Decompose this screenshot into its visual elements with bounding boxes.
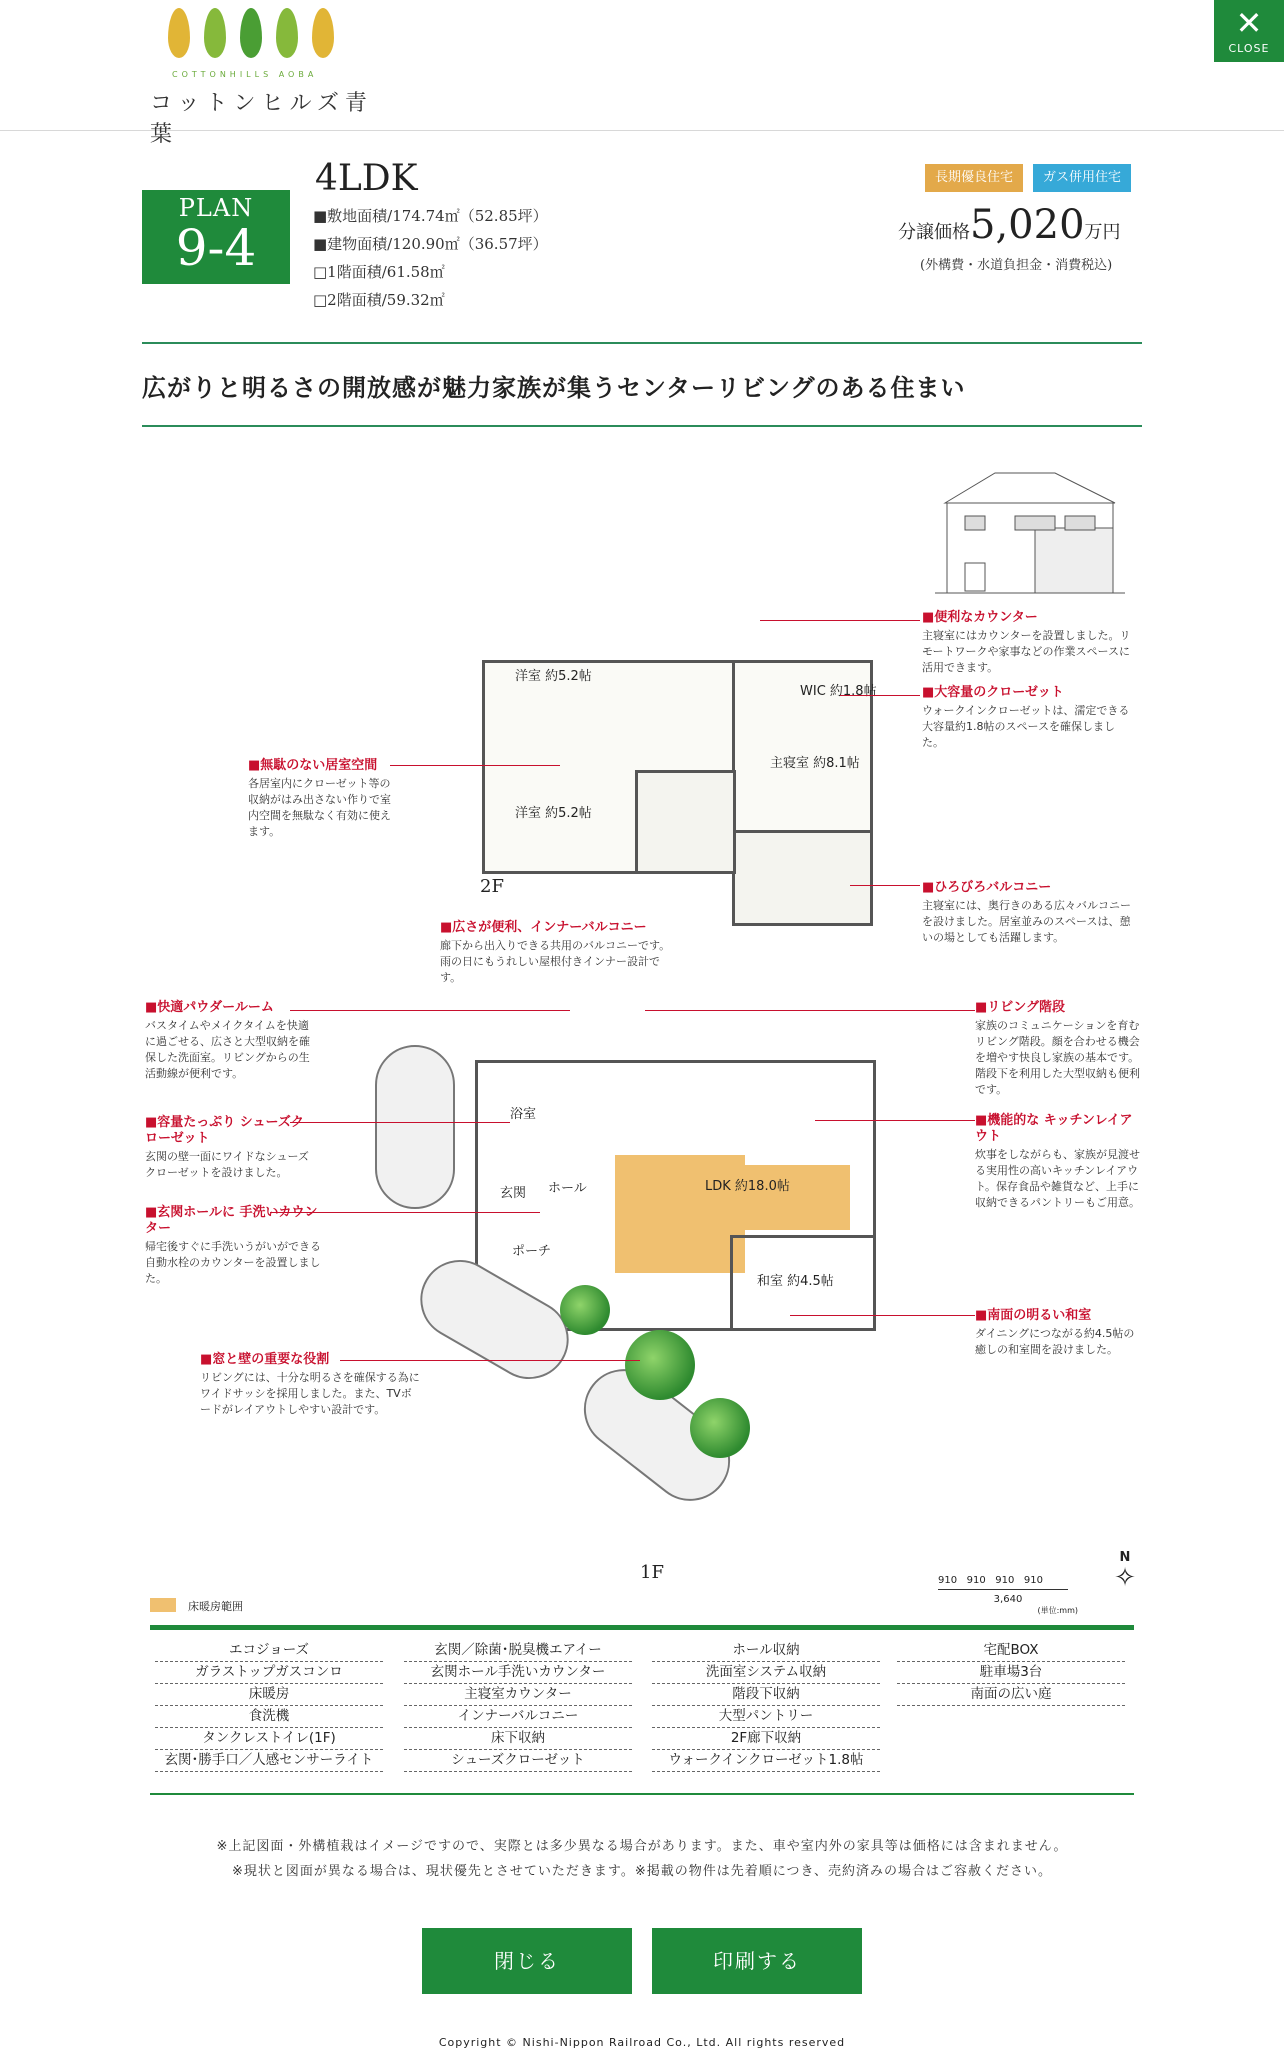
note-kitchen: ■機能的な キッチンレイアウト 炊事をしながらも、家族が見渡せる実用性の高いキッチンレイアウト。保存食品や雑貨など、上手に収納できるパントリーもご用意。 xyxy=(975,1113,1140,1209)
logo-subtitle: COTTONHILLS AOBA xyxy=(172,70,318,79)
feature-item: ウォークインクローゼット1.8帖 xyxy=(652,1750,880,1772)
site-header xyxy=(0,0,1284,147)
north-arrow-icon: N ✧ xyxy=(1114,1550,1136,1593)
feature-item: 南面の広い庭 xyxy=(897,1684,1125,1706)
room-western2: 洋室 約5.2帖 xyxy=(515,806,592,821)
price-prefix: 分譲価格 xyxy=(898,222,970,243)
spec-floor1-area: □1階面積/61.58㎡ xyxy=(313,263,445,281)
tag-gas-combined: ガス併用住宅 xyxy=(1033,164,1131,192)
note-closet: ■大容量のクローゼット ウォークインクローゼットは、濡定できる大容量約1.8帖のスペースを確保しました。 xyxy=(922,685,1130,749)
tree-image xyxy=(690,1398,750,1458)
room-ldk: LDK 約18.0帖 xyxy=(705,1179,790,1194)
room-entrance: 玄関 xyxy=(500,1186,527,1201)
floor-plan-image xyxy=(0,440,1284,1620)
room-western1: 洋室 約5.2帖 xyxy=(515,669,592,684)
floor-heating-legend: 床暖房範囲 xyxy=(188,1600,243,1613)
feature-item: タンクレストイレ(1F) xyxy=(155,1728,383,1750)
note-living-stairs: ■リビング階段 家族のコミュニケーションを育むリビング階段。顔を合わせる機会を増やす快良し家族の基本です。階段下を利用した大型収納も便利です。 xyxy=(975,1000,1140,1096)
feature-item: 駐車場3台 xyxy=(897,1662,1125,1684)
features-col-2 xyxy=(404,1640,632,1772)
feature-item: シューズクローゼット xyxy=(404,1750,632,1772)
price-unit: 万円 xyxy=(1084,222,1121,243)
plan-badge xyxy=(142,190,290,284)
room-wic: WIC 約1.8帖 xyxy=(800,684,877,699)
close-button-bottom[interactable]: 閉じる xyxy=(422,1928,632,1994)
note-inner-balcony: ■広さが便利、インナーバルコニー 廊下から出入りできる共用のバルコニーです。雨の日にもうれしい屋根付きインナー設計です。 xyxy=(440,920,671,984)
tag-long-term-quality: 長期優良住宅 xyxy=(925,164,1023,192)
feature-item: 食洗機 xyxy=(155,1706,383,1728)
logo-name: コットンヒルズ青葉 xyxy=(150,91,373,147)
feature-item: 床下収納 xyxy=(404,1728,632,1750)
feature-item: ガラストップガスコンロ xyxy=(155,1662,383,1684)
tree-image xyxy=(560,1285,610,1335)
feature-item: 主寝室カウンター xyxy=(404,1684,632,1706)
floor-heating-legend-swatch xyxy=(150,1598,176,1612)
feature-item: 玄関･勝手口／人感センサーライト xyxy=(155,1750,383,1772)
room-bath: 浴室 xyxy=(510,1107,537,1122)
features-col-1 xyxy=(155,1640,383,1772)
room-hall: ホール xyxy=(548,1181,587,1196)
note-rooms: ■無駄のない居室空間 各居室内にクローゼット等の収納がはみ出さない作りで室内空間を無駄なく有効に使えます。 xyxy=(248,758,391,838)
divider-bottom xyxy=(142,425,1142,427)
feature-item: 2F廊下収納 xyxy=(652,1728,880,1750)
room-master: 主寝室 約8.1帖 xyxy=(770,756,860,771)
floor1-label: 1F xyxy=(640,1562,664,1583)
price-note: (外構費・水道負担金・消費税込) xyxy=(920,258,1113,273)
close-label: CLOSE xyxy=(1228,42,1270,55)
price-value: 5,020 xyxy=(970,202,1085,248)
car-image xyxy=(375,1045,455,1209)
feature-item: ホール収納 xyxy=(652,1640,880,1662)
feature-item: 大型パントリー xyxy=(652,1706,880,1728)
feature-item: 宅配BOX xyxy=(897,1640,1125,1662)
features-top-rule xyxy=(150,1625,1134,1630)
copyright: Copyright © Nishi-Nippon Railroad Co., Ltd. All rights reserved xyxy=(438,2036,846,2049)
spec-site-area: ■敷地面積/174.74㎡（52.85坪） xyxy=(313,207,548,225)
headline: 広がりと明るさの開放感が魅力家族が集うセンターリビングのある住まい xyxy=(142,374,966,402)
plan-label: PLAN xyxy=(178,194,254,222)
close-button[interactable] xyxy=(1214,0,1284,62)
note-windows: ■窓と壁の重要な役割 リビングには、十分な明るさを確保する為にワイドサッシを採用しました。また、TVボードがレイアウトしやすい設計です。 xyxy=(200,1352,420,1416)
tree-image xyxy=(625,1330,695,1400)
spec-list xyxy=(313,202,548,314)
feature-item: 床暖房 xyxy=(155,1684,383,1706)
layout-type: 4LDK xyxy=(315,158,418,199)
feature-item: エコジョーズ xyxy=(155,1640,383,1662)
site-logo[interactable] xyxy=(150,8,380,147)
spec-building-area: ■建物面積/120.90㎡（36.57坪） xyxy=(313,235,548,253)
features-col-3 xyxy=(652,1640,880,1772)
note-counter: ■便利なカウンター 主寝室にはカウンターを設置しました。リモートワークや家事などの作業スペースに活用できます。 xyxy=(922,610,1131,674)
room-washitsu: 和室 約4.5帖 xyxy=(757,1274,834,1289)
print-button[interactable]: 印刷する xyxy=(652,1928,862,1994)
note-powder-room: ■快適パウダールーム バスタイムやメイクタイムを快適に過ごせる、広さと大型収納を確保した洗面室。リビングからの生活動線が便利です。 xyxy=(145,1000,310,1080)
disclaimer-line-2: ※現状と図面が異なる場合は、現状優先とさせていただきます。※掲載の物件は先着順につき、売約済みの場合はご容赦ください。 xyxy=(232,1864,1052,1879)
feature-item: 洗面室システム収納 xyxy=(652,1662,880,1684)
note-shoe-closet: ■容量たっぷり シューズクローゼット 玄関の壁一面にワイドなシューズクローゼットを設けました。 xyxy=(145,1115,309,1179)
room-porch: ポーチ xyxy=(512,1244,552,1259)
disclaimer-line-1: ※上記図面・外構植栽はイメージですので、実際とは多少異なる場合があります。また、車や室内外の家具等は価格には含まれません。 xyxy=(216,1839,1068,1854)
features-bottom-rule xyxy=(150,1793,1134,1795)
note-hand-wash: ■玄関ホールに 手洗いカウンター 帰宅後すぐに手洗いうがいができる自動水栓のカウンターを設置しました。 xyxy=(145,1205,321,1285)
note-washitsu: ■南面の明るい和室 ダイニングにつながる約4.5帖の癒しの和室間を設けました。 xyxy=(975,1308,1135,1356)
feature-item: 玄関ホール手洗いカウンター xyxy=(404,1662,632,1684)
note-balcony: ■ひろびろバルコニー 主寝室には、奥行きのある広々バルコニーを設けました。居室並みのスペースは、憩いの場としても活躍します。 xyxy=(922,880,1131,944)
scale-bar: 910 910 910 910 3,640 (単位:mm) xyxy=(938,1575,1078,1615)
features-col-4 xyxy=(897,1640,1125,1706)
close-icon: ✕ xyxy=(1235,4,1263,42)
feature-item: インナーバルコニー xyxy=(404,1706,632,1728)
balcony xyxy=(732,830,873,926)
feature-item: 玄関／除菌･脱臭機エアイー xyxy=(404,1640,632,1662)
leaf-logo-icon xyxy=(168,8,334,58)
spec-floor2-area: □2階面積/59.32㎡ xyxy=(313,291,445,309)
house-elevation-image xyxy=(935,468,1125,598)
feature-item: 階段下収納 xyxy=(652,1684,880,1706)
price xyxy=(898,202,1138,248)
divider-top xyxy=(142,342,1142,344)
floor2-label: 2F xyxy=(480,876,504,897)
inner-balcony xyxy=(635,770,736,874)
plan-number: 9-4 xyxy=(175,219,257,277)
